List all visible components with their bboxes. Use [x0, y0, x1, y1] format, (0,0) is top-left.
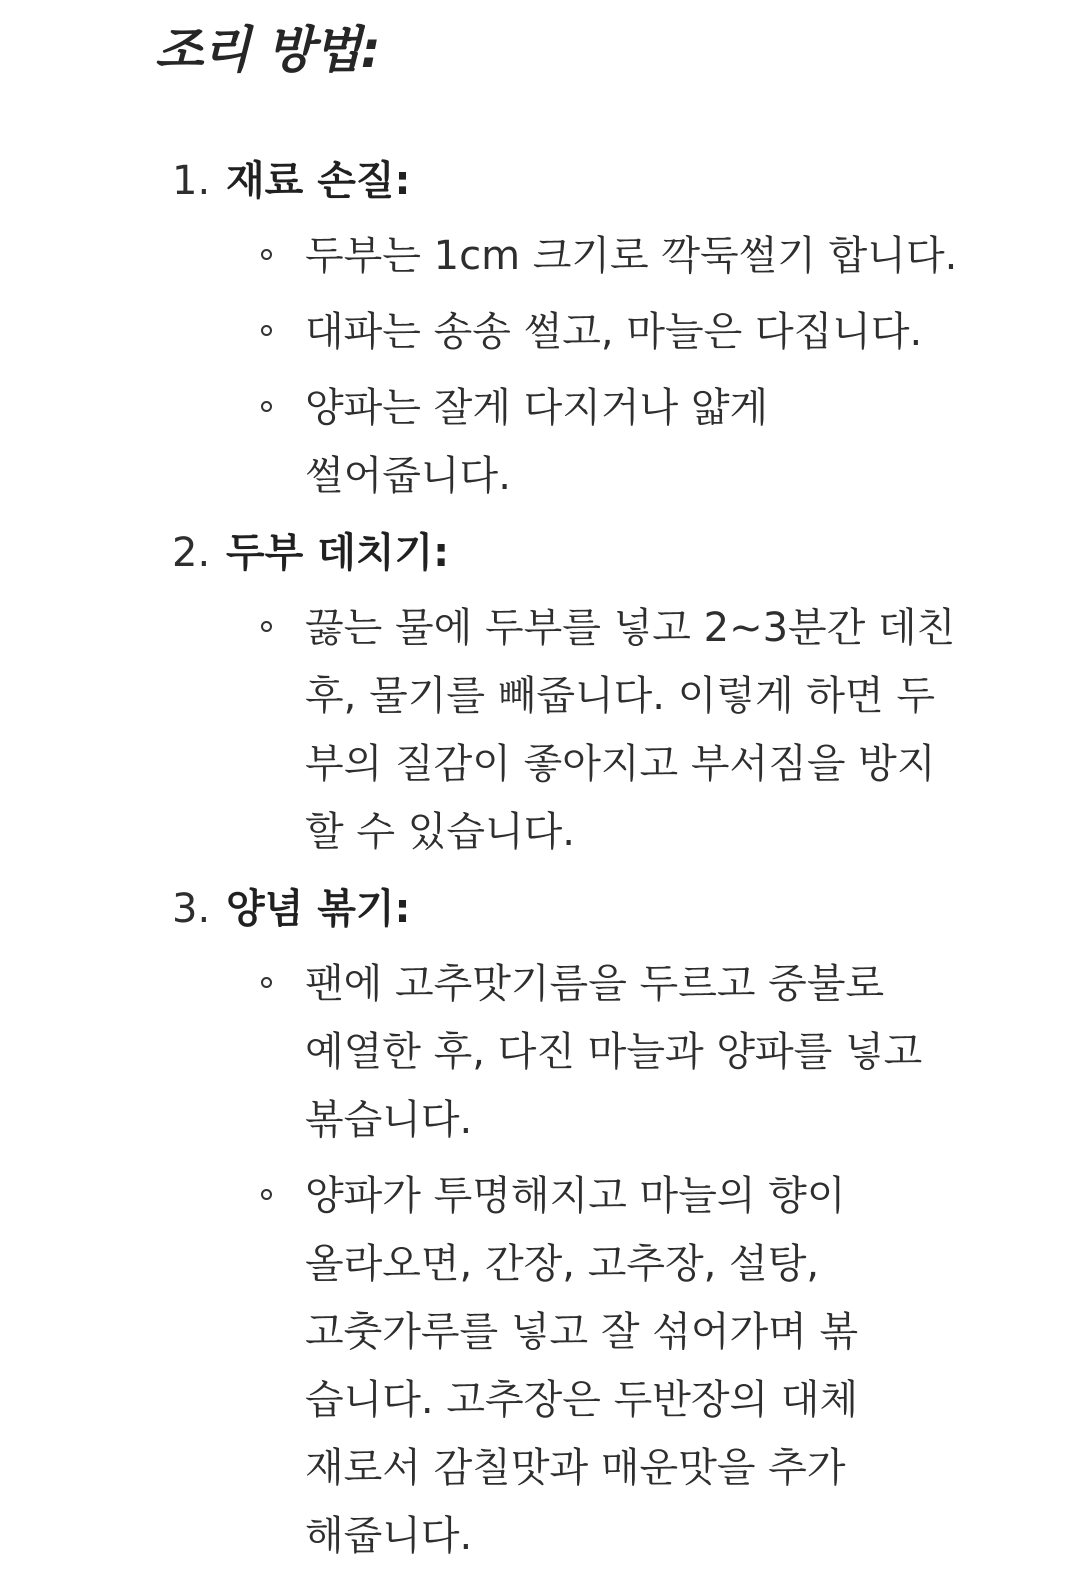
- step-heading: [0, 148, 1080, 214]
- bullet-item: [0, 374, 885, 510]
- hollow-circle-bullet-icon: [261, 621, 272, 632]
- step-item: [0, 148, 1080, 510]
- hollow-circle-bullet-icon: [261, 325, 272, 336]
- bullet-list: [0, 594, 1080, 866]
- step-item: [0, 520, 1080, 866]
- step-number: 2.: [172, 530, 211, 576]
- bullet-text: 두부는 1cm 크기로 깍둑썰기 합니다.: [305, 233, 958, 279]
- bullet-text: 양파는 잘게 다지거나 얇게 썰어줍니다.: [305, 385, 769, 499]
- steps-list: [0, 148, 1080, 1570]
- section-title: 조리 방법:: [155, 21, 380, 79]
- hollow-circle-bullet-icon: [261, 401, 272, 412]
- bullet-item: [0, 950, 1035, 1154]
- step-title: 재료 손질:: [226, 158, 411, 204]
- step-title: 두부 데치기:: [226, 530, 450, 576]
- hollow-circle-bullet-icon: [261, 977, 272, 988]
- bullet-text: 대파는 송송 썰고, 마늘은 다집니다.: [305, 309, 923, 355]
- bullet-text: 팬에 고추맛기름을 두르고 중불로 예열한 후, 다진 마늘과 양파를 넣고 볶습니다.: [305, 961, 923, 1143]
- bullet-list: [0, 222, 1080, 510]
- bullet-text: 끓는 물에 두부를 넣고 2~3분간 데친 후, 물기를 빼줍니다. 이렇게 하면 두부의 질감이 좋아지고 부서짐을 방지할 수 있습니다.: [305, 605, 956, 855]
- step-item: [0, 876, 1080, 1570]
- bullet-item: [0, 594, 1070, 866]
- bullet-item: [0, 222, 1080, 290]
- step-number: 3.: [172, 886, 211, 932]
- bullet-item: [0, 1162, 965, 1570]
- step-number: 1.: [172, 158, 211, 204]
- step-title: 양념 볶기:: [226, 886, 411, 932]
- hollow-circle-bullet-icon: [261, 1189, 272, 1200]
- hollow-circle-bullet-icon: [261, 249, 272, 260]
- bullet-list: [0, 950, 1080, 1570]
- bullet-text: 양파가 투명해지고 마늘의 향이 올라오면, 간장, 고추장, 설탕, 고춧가루를 넣고 잘 섞어가며 볶습니다. 고추장은 두반장의 대체재로서 감칠맛과 매운맛을 추가해줍니다.: [305, 1173, 859, 1559]
- step-heading: [0, 520, 1080, 586]
- step-heading: [0, 876, 1080, 942]
- bullet-item: [0, 298, 1080, 366]
